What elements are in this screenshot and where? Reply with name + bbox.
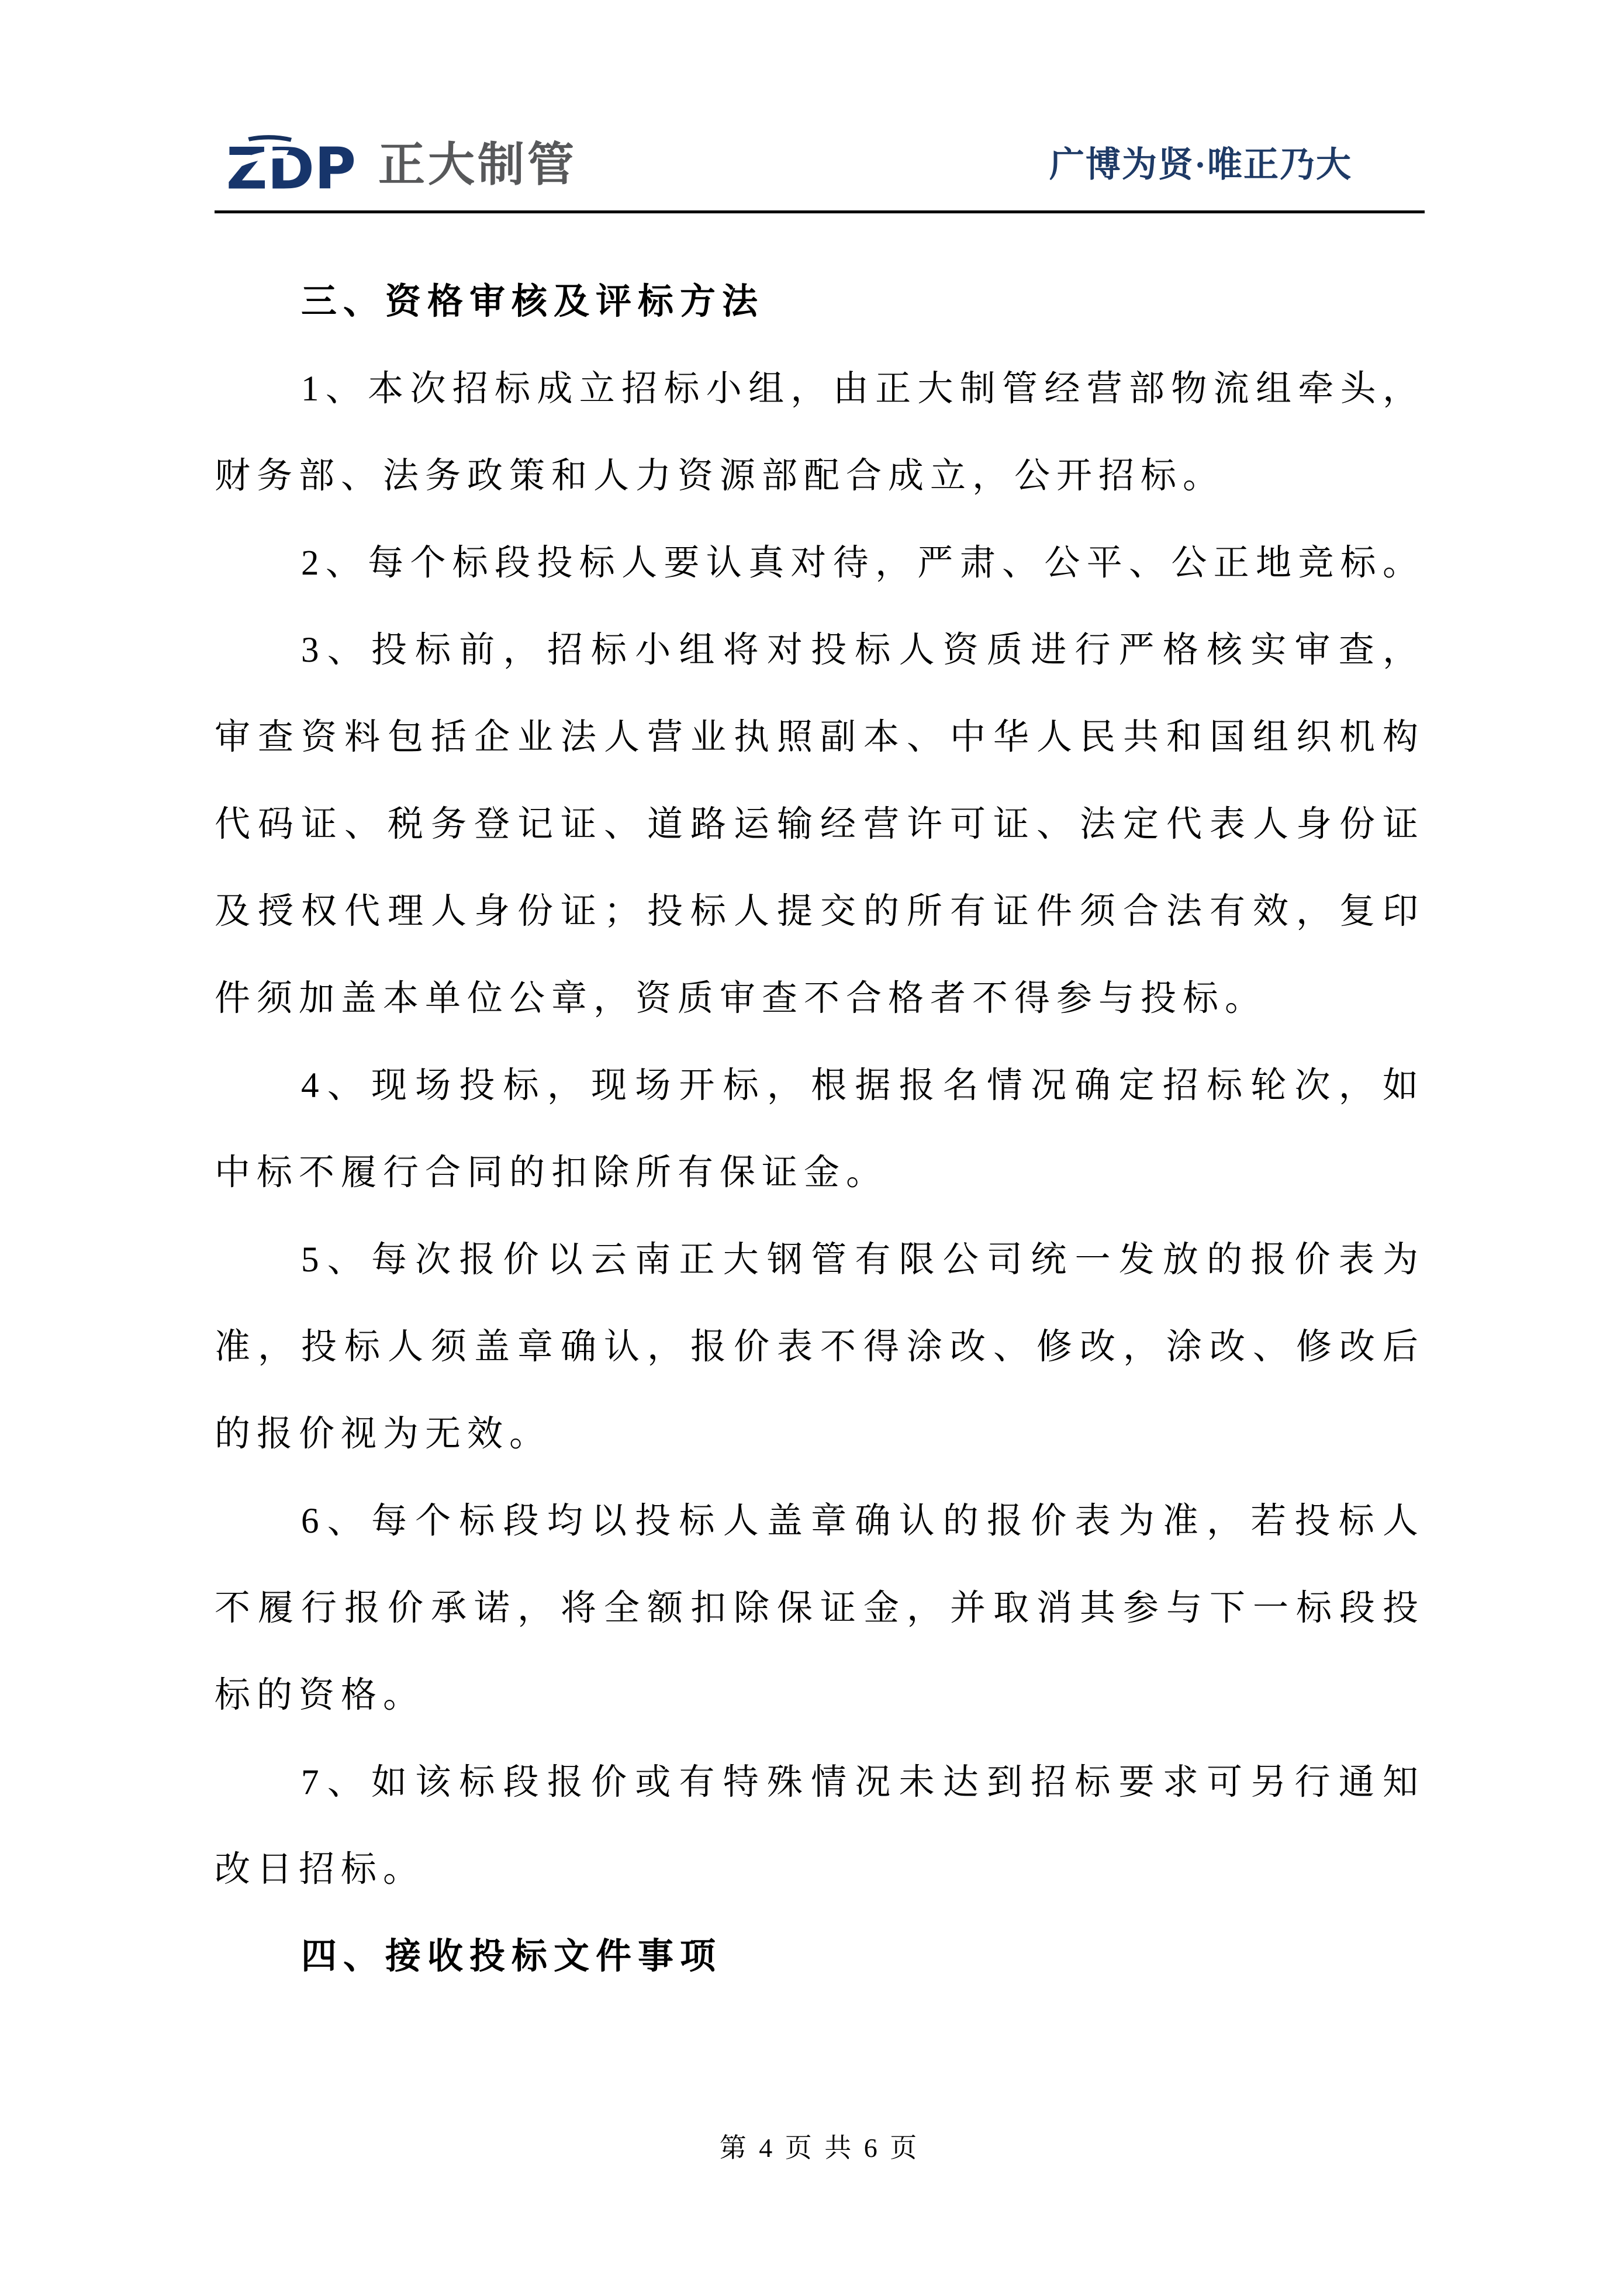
body-line: 代码证、税务登记证、道路运输经营许可证、法定代表人身份证: [215, 805, 1425, 844]
document-body: [215, 258, 1425, 2000]
company-slogan: 广博为贤·唯正乃大: [1049, 146, 1352, 184]
body-line: 准，投标人须盖章确认，报价表不得涂改、修改，涂改、修改后: [215, 1327, 1425, 1367]
body-line: 标的资格。: [215, 1676, 426, 1715]
body-line: 中标不履行合同的扣除所有保证金。: [215, 1153, 889, 1192]
zdp-logo-icon: [226, 135, 358, 195]
body-line: 1、本次招标成立招标小组，由正大制管经营部物流组牵头，: [301, 369, 1425, 409]
body-line: 7、如该标段报价或有特殊情况未达到招标要求可另行通知: [301, 1763, 1425, 1802]
body-line: 2、每个标段投标人要认真对待，严肃、公平、公正地竞标。: [301, 544, 1425, 583]
body-line: 3、投标前，招标小组将对投标人资质进行严格核实审查，: [301, 631, 1425, 670]
section3-heading: 三、资格审核及评标方法: [301, 282, 765, 321]
body-line: 不履行报价承诺，将全额扣除保证金，并取消其参与下一标段投: [215, 1589, 1425, 1628]
header-divider: [215, 210, 1425, 213]
body-line: 财务部、法务政策和人力资源部配合成立，公开招标。: [215, 457, 1225, 496]
body-line: 改日招标。: [215, 1850, 426, 1889]
body-line: 4、现场投标，现场开标，根据报名情况确定招标轮次，如: [301, 1066, 1425, 1105]
zdp-logo-text: ZDP: [226, 136, 357, 195]
section4-heading: 四、接收投标文件事项: [301, 1937, 723, 1976]
page-number: 第 4 页 共 6 页: [719, 2133, 920, 2163]
body-line: 5、每次报价以云南正大钢管有限公司统一发放的报价表为: [301, 1240, 1425, 1280]
body-line: 审查资料包括企业法人营业执照副本、中华人民共和国组织机构: [215, 718, 1425, 757]
letterhead: [215, 136, 1425, 194]
body-line: 件须加盖本单位公章，资质审查不合格者不得参与投标。: [215, 979, 1267, 1018]
body-line: 及授权代理人身份证；投标人提交的所有证件须合法有效，复印: [215, 892, 1425, 931]
company-name: 正大制管: [378, 137, 577, 192]
body-line: 6、每个标段均以投标人盖章确认的报价表为准，若投标人: [301, 1502, 1425, 1541]
body-line: 的报价视为无效。: [215, 1415, 552, 1454]
